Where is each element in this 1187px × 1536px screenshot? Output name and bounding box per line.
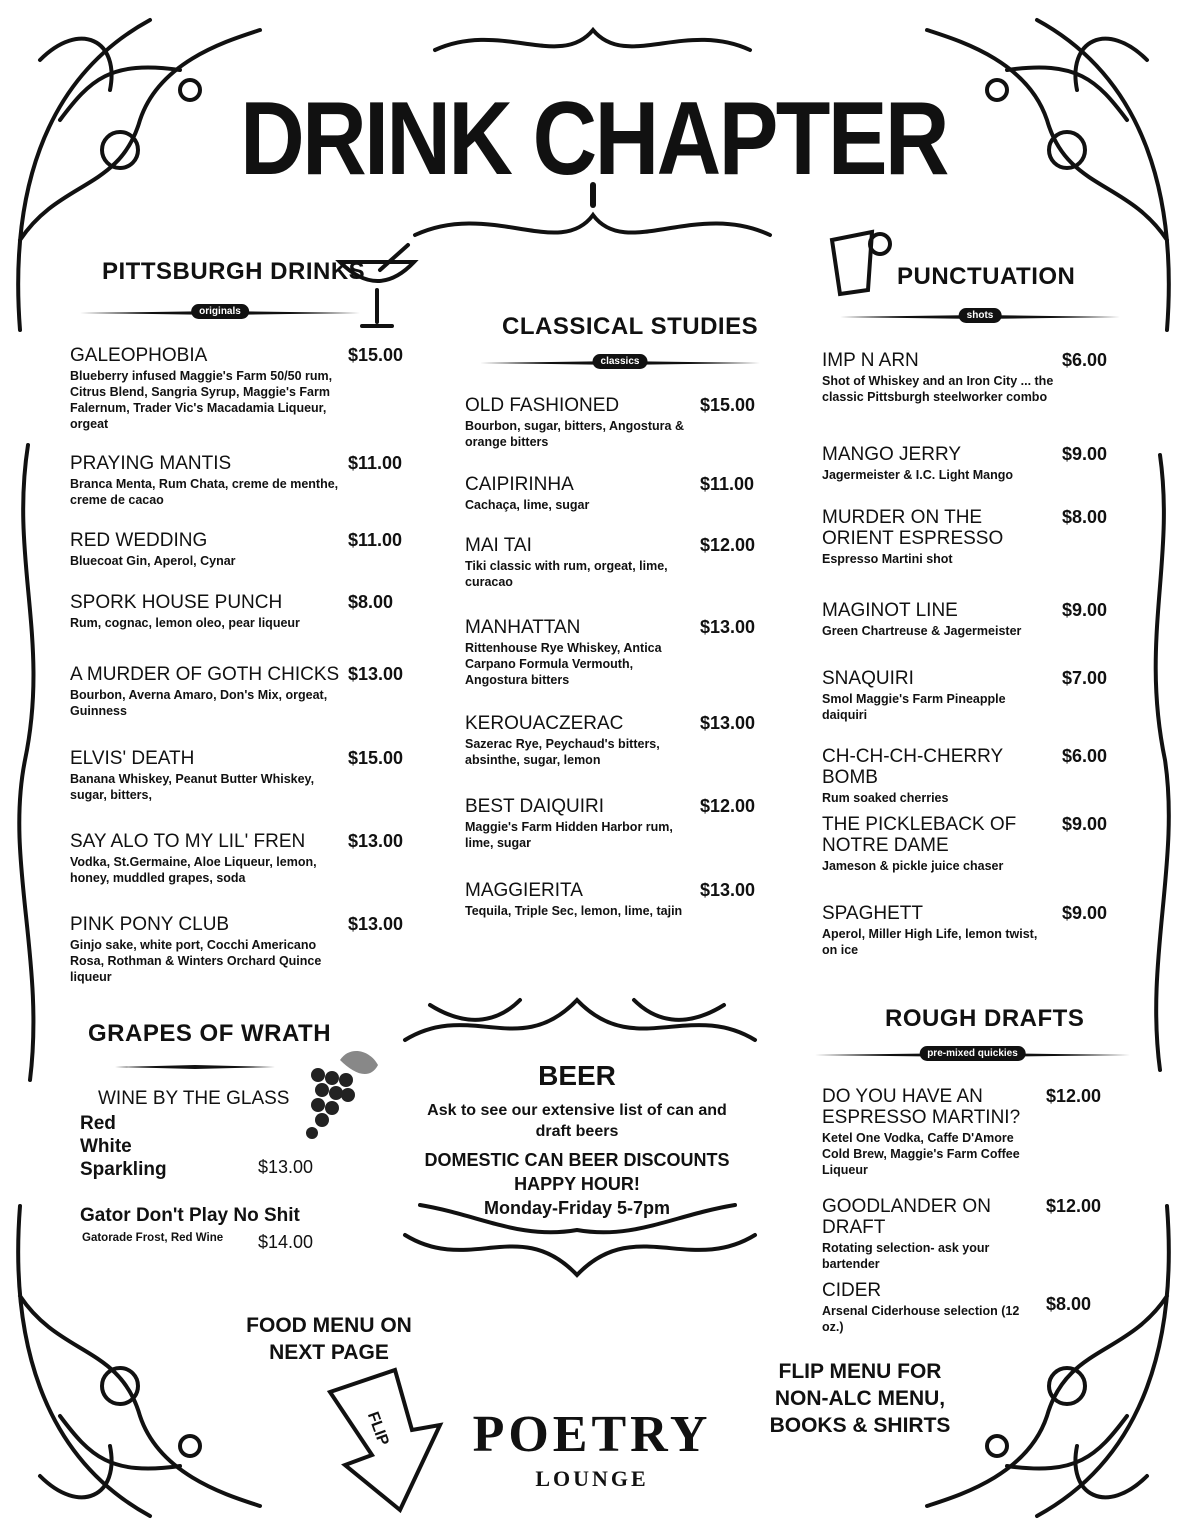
menu-item-name: THE PICKLEBACK OF NOTRE DAME [822, 814, 1017, 856]
menu-item-name: SAY ALO TO MY LIL' FREN [70, 831, 306, 852]
menu-item-description: Bourbon, sugar, bitters, Angostura & orange bitters [465, 419, 684, 449]
menu-item-price: $9.00 [1062, 600, 1108, 620]
menu-item-description: Sazerac Rye, Peychaud's bitters, absinthe, sugar, lemon [465, 737, 660, 767]
menu-item-name: OLD FASHIONED [465, 395, 620, 416]
section-tag: originals [191, 304, 249, 319]
menu-item-description: Jameson & pickle juice chaser [822, 859, 1004, 873]
menu-item-description: Rotating selection- ask your bartender [822, 1241, 990, 1271]
menu-item-price: $11.00 [348, 453, 403, 473]
menu-item-name: GOODLANDER ON DRAFT [822, 1196, 991, 1238]
menu-item-name: GALEOPHOBIA [70, 345, 208, 366]
menu-item-name: MAGGIERITA [465, 880, 583, 901]
menu-item-price: $13.00 [348, 831, 404, 851]
menu-item-description: Ginjo sake, white port, Cocchi Americano Rosa, Rothman & Winters Orchard Quince liqueur [70, 938, 322, 984]
section-tag: classics [593, 354, 648, 369]
section-divider [480, 356, 760, 370]
flip-arrow-label: FLIP [363, 1409, 392, 1449]
wine-list [80, 1112, 167, 1181]
menu-item-name: CH-CH-CH-CHERRY BOMB [822, 746, 1003, 788]
section-divider [80, 306, 360, 320]
happy-hour: HAPPY HOUR! [514, 1174, 640, 1194]
happy-hour-times: Monday-Friday 5-7pm [483, 1198, 671, 1218]
menu-item-price: $6.00 [1062, 350, 1108, 370]
page-title: DRINK CHAPTER [240, 81, 947, 197]
menu-item-name: MAGINOT LINE [822, 600, 958, 621]
menu-item-description: Bluecoat Gin, Aperol, Cynar [70, 554, 236, 568]
menu-item-description: Aperol, Miller High Life, lemon twist, on ice [822, 927, 1038, 957]
section-divider [840, 310, 1120, 324]
section-tag: shots [959, 308, 1002, 323]
menu-item-description: Bourbon, Averna Amaro, Don's Mix, orgeat, Guinness [70, 688, 328, 718]
corner-flourish-icon [18, 1206, 260, 1516]
wine-price: $13.00 [258, 1157, 314, 1177]
menu-item-price: $13.00 [348, 664, 404, 684]
wine-white: White [80, 1136, 132, 1157]
menu-item-name: CAIPIRINHA [465, 474, 574, 495]
menu-item-name: A MURDER OF GOTH CHICKS [70, 664, 340, 685]
menu-item-price: $11.00 [348, 530, 403, 550]
menu-item-price: $9.00 [1062, 814, 1108, 834]
menu-item-name: ELVIS' DEATH [70, 748, 195, 769]
menu-item-description: Rum soaked cherries [822, 791, 949, 805]
section-divider [115, 1060, 275, 1074]
menu-item-description: Banana Whiskey, Peanut Butter Whiskey, sugar, bitters, [70, 772, 315, 802]
shot-glass-icon [832, 232, 890, 294]
beer-heading: BEER [538, 1060, 616, 1091]
menu-item-price: $8.00 [1062, 507, 1108, 527]
section-heading-punctuation: PUNCTUATION [897, 263, 1076, 290]
wine-subheading: WINE BY THE GLASS [98, 1088, 290, 1109]
section-heading-pittsburgh: PITTSBURGH DRINKS [102, 258, 366, 285]
menu-item-description: Rum, cognac, lemon oleo, pear liqueur [70, 616, 300, 630]
food-menu-note: FOOD MENU ON NEXT PAGE [246, 1314, 412, 1364]
menu-item-price: $7.00 [1062, 668, 1108, 688]
menu-item-description: Arsenal Ciderhouse selection (12 oz.) [822, 1304, 1020, 1334]
menu-item-name: MURDER ON THE ORIENT ESPRESSO [822, 507, 1004, 549]
menu-item-description: Branca Menta, Rum Chata, creme de menthe, creme de cacao [70, 477, 339, 507]
menu-item-price: $12.00 [1046, 1196, 1102, 1216]
menu-item-name: IMP N ARN [822, 350, 919, 371]
menu-item-price: $15.00 [348, 345, 404, 365]
section-heading-classical: CLASSICAL STUDIES [502, 313, 759, 340]
menu-item-description: Ketel One Vodka, Caffe D'Amore Cold Brew, Maggie's Farm Coffee Liqueur [822, 1131, 1020, 1177]
section-heading-rough: ROUGH DRAFTS [885, 1005, 1085, 1032]
menu-item-description: Maggie's Farm Hidden Harbor rum, lime, sugar [465, 820, 673, 850]
menu-item-name: BEST DAIQUIRI [465, 796, 605, 817]
menu-item-name: SNAQUIRI [822, 668, 914, 689]
menu-item-description: Jagermeister & I.C. Light Mango [822, 468, 1014, 482]
special-price: $14.00 [258, 1232, 314, 1252]
menu-item-description: Cachaça, lime, sugar [465, 498, 590, 512]
beer-discount: DOMESTIC CAN BEER DISCOUNTS [424, 1150, 730, 1170]
beer-description: Ask to see our extensive list of can and draft beers [427, 1102, 727, 1140]
menu-item-name: SPORK HOUSE PUNCH [70, 592, 283, 613]
menu-item-description: Tiki classic with rum, orgeat, lime, curacao [465, 559, 668, 589]
menu-item-name: PINK PONY CLUB [70, 914, 230, 935]
menu-item-price: $15.00 [700, 395, 756, 415]
menu-item-price: $13.00 [700, 713, 756, 733]
menu-item-price: $9.00 [1062, 444, 1108, 464]
menu-item-price: $15.00 [348, 748, 404, 768]
menu-item-description: Smol Maggie's Farm Pineapple daiquiri [822, 692, 1006, 722]
section-tag: pre-mixed quickies [919, 1046, 1026, 1061]
menu-item-price: $8.00 [1046, 1294, 1092, 1314]
menu-item-description: Rittenhouse Rye Whiskey, Antica Carpano Formula Vermouth, Angostura bitters [465, 641, 662, 687]
menu-item-description: Tequila, Triple Sec, lemon, lime, tajin [465, 904, 683, 918]
menu-item-name: MANHATTAN [465, 617, 581, 638]
special-name: Gator Don't Play No Shit [80, 1205, 300, 1226]
section-divider [815, 1048, 1130, 1062]
menu-item-price: $13.00 [700, 880, 756, 900]
menu-item-name: SPAGHETT [822, 903, 923, 924]
logo-lounge: LOUNGE [535, 1466, 649, 1491]
menu-item-description: Espresso Martini shot [822, 552, 953, 566]
special-desc: Gatorade Frost, Red Wine [82, 1232, 224, 1244]
menu-item-name: MANGO JERRY [822, 444, 962, 465]
menu-item-price: $13.00 [700, 617, 756, 637]
menu-item-price: $8.00 [348, 592, 394, 612]
wine-red: Red [80, 1113, 116, 1134]
menu-item-price: $6.00 [1062, 746, 1108, 766]
menu-item-name: KEROUACZERAC [465, 713, 624, 734]
menu-item-description: Shot of Whiskey and an Iron City ... the classic Pittsburgh steelworker combo [822, 374, 1054, 404]
menu-item-name: RED WEDDING [70, 530, 208, 551]
menu-item-name: CIDER [822, 1280, 882, 1301]
menu-item-price: $13.00 [348, 914, 404, 934]
menu-item-price: $12.00 [700, 535, 756, 555]
menu-item-name: DO YOU HAVE AN ESPRESSO MARTINI? [822, 1086, 1021, 1128]
menu-item-name: MAI TAI [465, 535, 532, 556]
menu-item-name: PRAYING MANTIS [70, 453, 232, 474]
menu-item-description: Blueberry infused Maggie's Farm 50/50 rum, Citrus Blend, Sangria Syrup, Maggie's Farm Falernum, Trader Vic's Macadamia Liqueur, orgeat [70, 369, 333, 431]
menu-item-price: $11.00 [700, 474, 755, 494]
grapes-icon [306, 1051, 378, 1139]
logo-poetry: POETRY [472, 1406, 712, 1463]
wine-sparkling: Sparkling [80, 1159, 167, 1180]
menu-item-description: Vodka, St.Germaine, Aloe Liqueur, lemon, honey, muddled grapes, soda [70, 855, 317, 885]
menu-item-price: $9.00 [1062, 903, 1108, 923]
menu-item-price: $12.00 [1046, 1086, 1102, 1106]
section-heading-grapes: GRAPES OF WRATH [88, 1020, 332, 1047]
menu-item-price: $12.00 [700, 796, 756, 816]
menu-item-description: Green Chartreuse & Jagermeister [822, 624, 1022, 638]
flip-menu-note: FLIP MENU FOR NON-ALC MENU, BOOKS & SHIRTS [769, 1360, 951, 1437]
